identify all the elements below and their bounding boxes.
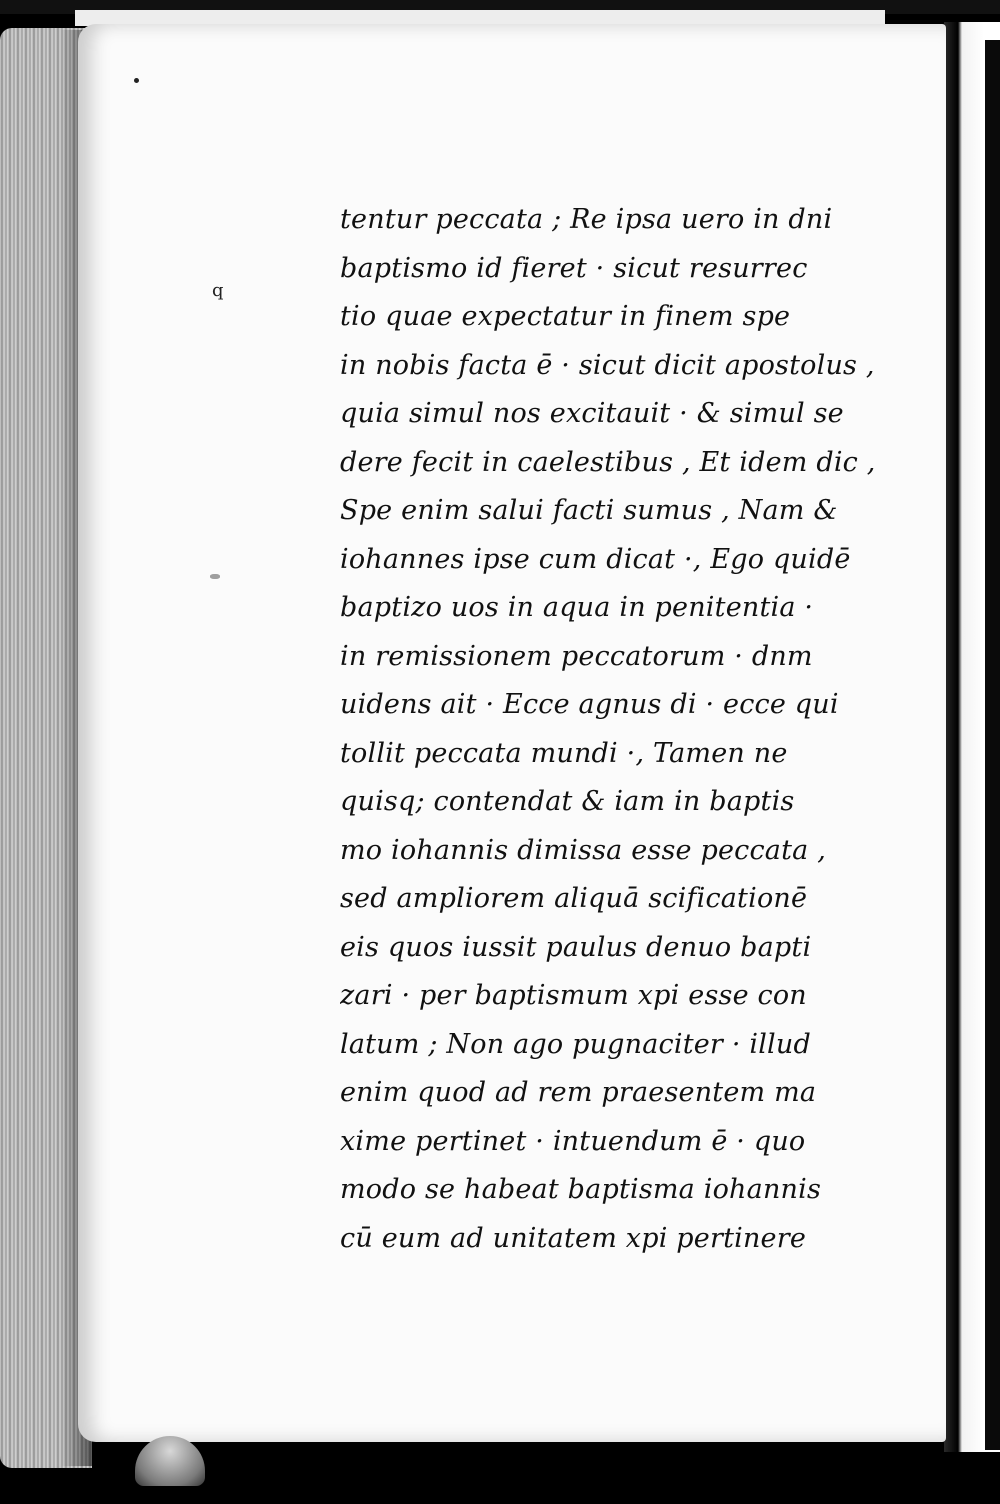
ink-smudge	[210, 574, 220, 579]
text-line: tio quae expectatur in finem spe	[340, 301, 791, 332]
text-line: sed ampliorem aliquā scificationē	[340, 883, 808, 914]
text-line: Spe enim salui facti sumus , Nam &	[340, 495, 838, 526]
text-line: latum ; Non ago pugnaciter · illud	[340, 1028, 811, 1060]
text-line: eis quos iussit paulus denuo bapti	[340, 931, 812, 963]
text-line: zari · per baptismum xpi esse con	[340, 980, 807, 1011]
text-line: mo iohannis dimissa esse peccata ,	[340, 834, 826, 866]
thumb-shadow	[135, 1436, 205, 1486]
margin-mark: q	[212, 280, 224, 301]
text-line: tentur peccata ; Re ipsa uero in dni	[340, 204, 833, 235]
text-line: modo se habeat baptisma iohannis	[340, 1174, 822, 1205]
text-line: baptismo id fieret · sicut resurrec	[340, 252, 808, 284]
text-line: quia simul nos excitauit · & simul se	[340, 398, 844, 429]
text-line: iohannes ipse cum dicat ·, Ego quidē	[340, 543, 851, 575]
text-line: baptizo uos in aqua in penitentia ·	[340, 592, 814, 623]
manuscript-text-block	[340, 196, 930, 1263]
text-line: in nobis facta ē · sicut dicit apostolus ,	[340, 349, 875, 381]
text-line: xime pertinet · intuendum ē · quo	[340, 1125, 806, 1157]
scan-right-border	[985, 40, 1000, 1450]
text-line: cū eum ad unitatem xpi pertinere	[340, 1222, 807, 1254]
text-line: tollit peccata mundi ·, Tamen ne	[340, 737, 788, 769]
ink-dot	[134, 78, 139, 83]
text-line: dere fecit in caelestibus , Et idem dic ,	[340, 446, 876, 478]
text-line: in remissionem peccatorum · dnm	[340, 640, 813, 672]
text-line: uidens ait · Ecce agnus di · ecce qui	[340, 689, 839, 720]
text-line: quisq; contendat & iam in baptis	[340, 786, 795, 817]
text-line: enim quod ad rem praesentem ma	[340, 1077, 817, 1108]
